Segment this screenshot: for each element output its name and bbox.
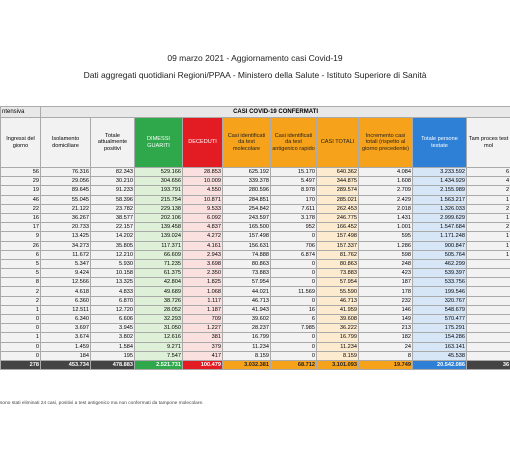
cell-persone-testate: 1.326.033 xyxy=(413,204,467,213)
table-row xyxy=(1,241,510,250)
cell-persone-testate: 163.141 xyxy=(413,342,467,351)
cell-isolamento: 55.045 xyxy=(41,195,91,204)
cell-tamponi xyxy=(467,259,510,268)
table-total-row xyxy=(1,360,510,369)
cell-ingressi: 9 xyxy=(1,232,41,241)
cell-casi-antigenico: 0 xyxy=(271,278,317,287)
cell-incremento: 423 xyxy=(359,269,413,278)
cell-dimessi-guariti: 9.271 xyxy=(135,342,183,351)
cell-dimessi-guariti: 32.293 xyxy=(135,315,183,324)
header-band-intensiva: ntensiva xyxy=(1,107,41,118)
cell-isolamento: 9.424 xyxy=(41,269,91,278)
total-tamponi: 36 xyxy=(467,360,510,369)
cell-totale-positivi: 30.210 xyxy=(91,177,135,186)
cell-casi-molecolare: 165.500 xyxy=(223,223,271,232)
cell-totale-positivi: 1.584 xyxy=(91,342,135,351)
column-header-casi-molecolare: Casi identificati da test molecolare xyxy=(223,118,271,168)
cell-tamponi xyxy=(467,269,510,278)
cell-dimessi-guariti: 31.050 xyxy=(135,324,183,333)
total-deceduti: 100.479 xyxy=(183,360,223,369)
cell-persone-testate: 533.756 xyxy=(413,278,467,287)
total-totale-positivi: 478.883 xyxy=(91,360,135,369)
cell-ingressi: 1 xyxy=(1,305,41,314)
cell-persone-testate: 539.397 xyxy=(413,269,467,278)
cell-ingressi: 5 xyxy=(1,269,41,278)
cell-isolamento: 89.645 xyxy=(41,186,91,195)
cell-ingressi: 8 xyxy=(1,278,41,287)
cell-deceduti: 9.533 xyxy=(183,204,223,213)
cell-isolamento: 3.697 xyxy=(41,324,91,333)
cell-totale-positivi: 35.805 xyxy=(91,241,135,250)
cell-isolamento: 12.511 xyxy=(41,305,91,314)
cell-deceduti: 28.853 xyxy=(183,168,223,177)
cell-tamponi: 2 xyxy=(467,186,510,195)
cell-dimessi-guariti: 304.656 xyxy=(135,177,183,186)
cell-persone-testate: 548.679 xyxy=(413,305,467,314)
table-row xyxy=(1,333,510,342)
cell-isolamento: 5.347 xyxy=(41,259,91,268)
cell-deceduti: 1.825 xyxy=(183,278,223,287)
cell-persone-testate: 1.563.217 xyxy=(413,195,467,204)
column-header-casi-antigenico: Casi identificati da test antigenico rapido xyxy=(271,118,317,168)
cell-deceduti: 1.187 xyxy=(183,305,223,314)
cell-dimessi-guariti: 49.689 xyxy=(135,287,183,296)
cell-casi-molecolare: 280.596 xyxy=(223,186,271,195)
total-casi-molecolare: 3.032.381 xyxy=(223,360,271,369)
table-row xyxy=(1,168,510,177)
table-row xyxy=(1,287,510,296)
cell-incremento: 149 xyxy=(359,315,413,324)
cell-incremento: 598 xyxy=(359,250,413,259)
column-header-dimessi-guariti: DIMESSI GUARITI xyxy=(135,118,183,168)
cell-tamponi xyxy=(467,296,510,305)
table-row xyxy=(1,213,510,222)
total-isolamento: 453.734 xyxy=(41,360,91,369)
cell-deceduti: 4.837 xyxy=(183,223,223,232)
cell-deceduti: 4.272 xyxy=(183,232,223,241)
cell-casi-antigenico: 0 xyxy=(271,259,317,268)
cell-casi-antigenico: 0 xyxy=(271,269,317,278)
cell-ingressi: 0 xyxy=(1,324,41,333)
cell-incremento: 182 xyxy=(359,333,413,342)
cell-casi-totali: 16.799 xyxy=(317,333,359,342)
cell-incremento: 178 xyxy=(359,287,413,296)
cell-casi-totali: 36.222 xyxy=(317,324,359,333)
cell-casi-totali: 80.863 xyxy=(317,259,359,268)
cell-casi-antigenico: 6 xyxy=(271,315,317,324)
cell-tamponi xyxy=(467,315,510,324)
cell-casi-totali: 344.875 xyxy=(317,177,359,186)
cell-dimessi-guariti: 529.166 xyxy=(135,168,183,177)
cell-casi-antigenico: 0 xyxy=(271,342,317,351)
cell-deceduti: 2.350 xyxy=(183,269,223,278)
table-row xyxy=(1,250,510,259)
cell-persone-testate: 1.171.248 xyxy=(413,232,467,241)
cell-casi-totali: 285.021 xyxy=(317,195,359,204)
cell-casi-antigenico: 11.569 xyxy=(271,287,317,296)
cell-casi-molecolare: 243.597 xyxy=(223,213,271,222)
cell-isolamento: 3.674 xyxy=(41,333,91,342)
cell-casi-molecolare: 157.498 xyxy=(223,232,271,241)
column-header-isolamento: Isolamento domiciliare xyxy=(41,118,91,168)
cell-incremento: 24 xyxy=(359,342,413,351)
cell-tamponi: 2 xyxy=(467,223,510,232)
cell-persone-testate: 199.546 xyxy=(413,287,467,296)
cell-ingressi: 22 xyxy=(1,204,41,213)
cell-totale-positivi: 6.870 xyxy=(91,296,135,305)
cell-casi-antigenico: 170 xyxy=(271,195,317,204)
cell-casi-antigenico: 0 xyxy=(271,296,317,305)
cell-totale-positivi: 3.945 xyxy=(91,324,135,333)
cell-casi-molecolare: 74.888 xyxy=(223,250,271,259)
cell-casi-molecolare: 8.159 xyxy=(223,351,271,360)
cell-casi-antigenico: 8.978 xyxy=(271,186,317,195)
cell-casi-antigenico: 0 xyxy=(271,351,317,360)
cell-persone-testate: 320.767 xyxy=(413,296,467,305)
cell-casi-antigenico: 706 xyxy=(271,241,317,250)
cell-incremento: 1.001 xyxy=(359,223,413,232)
total-persone-testate: 20.542.086 xyxy=(413,360,467,369)
cell-ingressi: 0 xyxy=(1,342,41,351)
cell-isolamento: 4.618 xyxy=(41,287,91,296)
cell-dimessi-guariti: 42.804 xyxy=(135,278,183,287)
cell-deceduti: 381 xyxy=(183,333,223,342)
cell-totale-positivi: 12.720 xyxy=(91,305,135,314)
cell-dimessi-guariti: 66.609 xyxy=(135,250,183,259)
cell-casi-molecolare: 28.237 xyxy=(223,324,271,333)
cell-persone-testate: 154.286 xyxy=(413,333,467,342)
table-row xyxy=(1,232,510,241)
table-row xyxy=(1,195,510,204)
cell-casi-molecolare: 73.883 xyxy=(223,269,271,278)
table-row xyxy=(1,269,510,278)
cell-ingressi: 5 xyxy=(1,259,41,268)
table-row xyxy=(1,296,510,305)
cell-dimessi-guariti: 193.791 xyxy=(135,186,183,195)
cell-dimessi-guariti: 71.235 xyxy=(135,259,183,268)
cell-incremento: 187 xyxy=(359,278,413,287)
report-date-title: 09 marzo 2021 - Aggiornamento casi Covid-19 xyxy=(167,53,343,63)
cell-ingressi: 56 xyxy=(1,168,41,177)
cell-casi-antigenico: 6.874 xyxy=(271,250,317,259)
cell-incremento: 146 xyxy=(359,305,413,314)
cell-deceduti: 417 xyxy=(183,351,223,360)
cell-dimessi-guariti: 7.547 xyxy=(135,351,183,360)
cell-isolamento: 11.672 xyxy=(41,250,91,259)
cell-tamponi xyxy=(467,278,510,287)
cell-ingressi: 17 xyxy=(1,223,41,232)
cell-casi-molecolare: 57.954 xyxy=(223,278,271,287)
cell-ingressi: 19 xyxy=(1,186,41,195)
cell-isolamento: 1.459 xyxy=(41,342,91,351)
cell-ingressi: 6 xyxy=(1,250,41,259)
cell-ingressi: 16 xyxy=(1,213,41,222)
cell-totale-positivi: 195 xyxy=(91,351,135,360)
cell-casi-totali: 246.775 xyxy=(317,213,359,222)
cell-casi-molecolare: 284.851 xyxy=(223,195,271,204)
cell-tamponi xyxy=(467,305,510,314)
cell-casi-totali: 41.959 xyxy=(317,305,359,314)
cell-isolamento: 184 xyxy=(41,351,91,360)
cell-totale-positivi: 3.802 xyxy=(91,333,135,342)
cell-tamponi xyxy=(467,287,510,296)
cell-casi-molecolare: 46.713 xyxy=(223,296,271,305)
cell-isolamento: 34.273 xyxy=(41,241,91,250)
total-dimessi-guariti: 2.521.731 xyxy=(135,360,183,369)
cell-deceduti: 379 xyxy=(183,342,223,351)
cell-incremento: 1.431 xyxy=(359,213,413,222)
cell-casi-molecolare: 339.378 xyxy=(223,177,271,186)
header-band-confirmed-cases: CASI COVID-19 CONFERMATI xyxy=(41,107,510,118)
cell-deceduti: 4.550 xyxy=(183,186,223,195)
cell-dimessi-guariti: 215.754 xyxy=(135,195,183,204)
cell-casi-molecolare: 44.021 xyxy=(223,287,271,296)
cell-isolamento: 12.566 xyxy=(41,278,91,287)
cell-tamponi: 1 xyxy=(467,250,510,259)
cell-isolamento: 36.267 xyxy=(41,213,91,222)
cell-ingressi: 0 xyxy=(1,315,41,324)
table-row xyxy=(1,342,510,351)
cell-ingressi: 0 xyxy=(1,351,41,360)
cell-casi-molecolare: 16.799 xyxy=(223,333,271,342)
cell-isolamento: 21.122 xyxy=(41,204,91,213)
cell-deceduti: 4.161 xyxy=(183,241,223,250)
cell-dimessi-guariti: 229.138 xyxy=(135,204,183,213)
cell-totale-positivi: 91.233 xyxy=(91,186,135,195)
cell-casi-totali: 57.954 xyxy=(317,278,359,287)
covid-data-table xyxy=(0,106,510,370)
cell-casi-totali: 81.762 xyxy=(317,250,359,259)
cell-totale-positivi: 13.325 xyxy=(91,278,135,287)
cell-persone-testate: 570.477 xyxy=(413,315,467,324)
table-row xyxy=(1,204,510,213)
cell-casi-molecolare: 254.842 xyxy=(223,204,271,213)
cell-isolamento: 6.340 xyxy=(41,315,91,324)
cell-incremento: 8 xyxy=(359,351,413,360)
cell-dimessi-guariti: 12.616 xyxy=(135,333,183,342)
cell-incremento: 1.286 xyxy=(359,241,413,250)
table-row xyxy=(1,324,510,333)
cell-totale-positivi: 4.833 xyxy=(91,287,135,296)
column-header-tamponi: Tam proces test mol xyxy=(467,118,510,168)
cell-casi-molecolare: 625.192 xyxy=(223,168,271,177)
cell-isolamento: 13.425 xyxy=(41,232,91,241)
cell-casi-totali: 157.498 xyxy=(317,232,359,241)
cell-casi-totali: 39.608 xyxy=(317,315,359,324)
cell-casi-antigenico: 3.178 xyxy=(271,213,317,222)
cell-totale-positivi: 10.158 xyxy=(91,269,135,278)
cell-casi-totali: 262.453 xyxy=(317,204,359,213)
total-incremento: 19.749 xyxy=(359,360,413,369)
cell-persone-testate: 1.547.684 xyxy=(413,223,467,232)
cell-persone-testate: 3.233.592 xyxy=(413,168,467,177)
cell-casi-molecolare: 11.234 xyxy=(223,342,271,351)
cell-dimessi-guariti: 202.106 xyxy=(135,213,183,222)
cell-totale-positivi: 58.396 xyxy=(91,195,135,204)
column-header-ingressi: Ingressi del giorno xyxy=(1,118,41,168)
cell-totale-positivi: 23.782 xyxy=(91,204,135,213)
table-row xyxy=(1,259,510,268)
cell-ingressi: 29 xyxy=(1,177,41,186)
cell-tamponi: 1 xyxy=(467,213,510,222)
cell-tamponi xyxy=(467,324,510,333)
cell-casi-antigenico: 15.170 xyxy=(271,168,317,177)
cell-deceduti: 1.227 xyxy=(183,324,223,333)
total-ingressi: 278 xyxy=(1,360,41,369)
cell-totale-positivi: 6.606 xyxy=(91,315,135,324)
cell-casi-antigenico: 7.985 xyxy=(271,324,317,333)
cell-dimessi-guariti: 117.371 xyxy=(135,241,183,250)
cell-incremento: 1.608 xyxy=(359,177,413,186)
cell-totale-positivi: 82.343 xyxy=(91,168,135,177)
cell-tamponi: 1 xyxy=(467,241,510,250)
cell-casi-totali: 157.337 xyxy=(317,241,359,250)
cell-casi-totali: 289.574 xyxy=(317,186,359,195)
cell-tamponi: 4 xyxy=(467,177,510,186)
cell-incremento: 595 xyxy=(359,232,413,241)
table-row xyxy=(1,177,510,186)
cell-casi-totali: 166.452 xyxy=(317,223,359,232)
cell-dimessi-guariti: 28.052 xyxy=(135,305,183,314)
cell-casi-molecolare: 41.943 xyxy=(223,305,271,314)
column-header-incremento: Incremento casi totali (rispetto al giorno precedente) xyxy=(359,118,413,168)
cell-casi-antigenico: 5.497 xyxy=(271,177,317,186)
cell-casi-totali: 11.234 xyxy=(317,342,359,351)
cell-deceduti: 3.698 xyxy=(183,259,223,268)
cell-persone-testate: 1.434.929 xyxy=(413,177,467,186)
report-subtitle: Dati aggregati quotidiani Regioni/PPAA - Ministero della Salute - Istituto Superiore di Sanità xyxy=(83,70,427,80)
cell-ingressi: 26 xyxy=(1,241,41,250)
column-header-casi-totali: CASI TOTALI xyxy=(317,118,359,168)
cell-casi-molecolare: 156.631 xyxy=(223,241,271,250)
total-casi-totali: 3.101.093 xyxy=(317,360,359,369)
cell-tamponi xyxy=(467,351,510,360)
cell-deceduti: 1.068 xyxy=(183,287,223,296)
cell-casi-totali: 55.590 xyxy=(317,287,359,296)
cell-dimessi-guariti: 61.375 xyxy=(135,269,183,278)
cell-persone-testate: 462.299 xyxy=(413,259,467,268)
cell-incremento: 248 xyxy=(359,259,413,268)
cell-incremento: 2.018 xyxy=(359,204,413,213)
cell-casi-totali: 73.883 xyxy=(317,269,359,278)
cell-incremento: 232 xyxy=(359,296,413,305)
cell-ingressi: 46 xyxy=(1,195,41,204)
cell-persone-testate: 900.847 xyxy=(413,241,467,250)
covid-data-table-container xyxy=(0,106,510,370)
table-row xyxy=(1,305,510,314)
cell-casi-antigenico: 0 xyxy=(271,333,317,342)
cell-persone-testate: 175.291 xyxy=(413,324,467,333)
cell-persone-testate: 45.538 xyxy=(413,351,467,360)
table-row xyxy=(1,278,510,287)
table-row xyxy=(1,223,510,232)
cell-incremento: 2.709 xyxy=(359,186,413,195)
cell-casi-totali: 8.159 xyxy=(317,351,359,360)
cell-isolamento: 29.056 xyxy=(41,177,91,186)
table-row xyxy=(1,351,510,360)
cell-deceduti: 709 xyxy=(183,315,223,324)
cell-totale-positivi: 38.577 xyxy=(91,213,135,222)
cell-casi-molecolare: 80.863 xyxy=(223,259,271,268)
cell-deceduti: 2.943 xyxy=(183,250,223,259)
cell-totale-positivi: 14.202 xyxy=(91,232,135,241)
cell-dimessi-guariti: 139.458 xyxy=(135,223,183,232)
cell-deceduti: 1.117 xyxy=(183,296,223,305)
cell-ingressi: 2 xyxy=(1,296,41,305)
cell-tamponi: 1 xyxy=(467,195,510,204)
cell-persone-testate: 505.764 xyxy=(413,250,467,259)
cell-persone-testate: 2.155.989 xyxy=(413,186,467,195)
cell-tamponi xyxy=(467,333,510,342)
column-header-persone-testate: Totale persone testate xyxy=(413,118,467,168)
footnote: sono stati eliminati 24 casi, positivi a test antigenico ma non confermati da tampone molecolare. xyxy=(0,401,204,406)
total-casi-antigenico: 68.712 xyxy=(271,360,317,369)
cell-tamponi xyxy=(467,342,510,351)
cell-dimessi-guariti: 139.024 xyxy=(135,232,183,241)
cell-dimessi-guariti: 38.726 xyxy=(135,296,183,305)
cell-casi-antigenico: 0 xyxy=(271,232,317,241)
cell-deceduti: 6.092 xyxy=(183,213,223,222)
table-row xyxy=(1,315,510,324)
table-row xyxy=(1,186,510,195)
cell-totale-positivi: 5.930 xyxy=(91,259,135,268)
cell-isolamento: 6.360 xyxy=(41,296,91,305)
cell-deceduti: 10.871 xyxy=(183,195,223,204)
cell-ingressi: 2 xyxy=(1,287,41,296)
cell-casi-totali: 640.362 xyxy=(317,168,359,177)
cell-deceduti: 10.009 xyxy=(183,177,223,186)
cell-casi-antigenico: 16 xyxy=(271,305,317,314)
cell-incremento: 4.084 xyxy=(359,168,413,177)
cell-tamponi: 6 xyxy=(467,168,510,177)
cell-casi-totali: 46.713 xyxy=(317,296,359,305)
cell-totale-positivi: 12.210 xyxy=(91,250,135,259)
cell-ingressi: 1 xyxy=(1,333,41,342)
cell-casi-molecolare: 39.602 xyxy=(223,315,271,324)
cell-tamponi: 1 xyxy=(467,232,510,241)
cell-incremento: 2.429 xyxy=(359,195,413,204)
column-header-deceduti: DECEDUTI xyxy=(183,118,223,168)
cell-incremento: 213 xyxy=(359,324,413,333)
column-header-totale-positivi: Totale attualmente positivi xyxy=(91,118,135,168)
cell-totale-positivi: 22.157 xyxy=(91,223,135,232)
cell-tamponi: 2 xyxy=(467,204,510,213)
cell-casi-antigenico: 7.611 xyxy=(271,204,317,213)
cell-isolamento: 76.316 xyxy=(41,168,91,177)
cell-persone-testate: 2.999.629 xyxy=(413,213,467,222)
cell-isolamento: 20.733 xyxy=(41,223,91,232)
cell-casi-antigenico: 952 xyxy=(271,223,317,232)
